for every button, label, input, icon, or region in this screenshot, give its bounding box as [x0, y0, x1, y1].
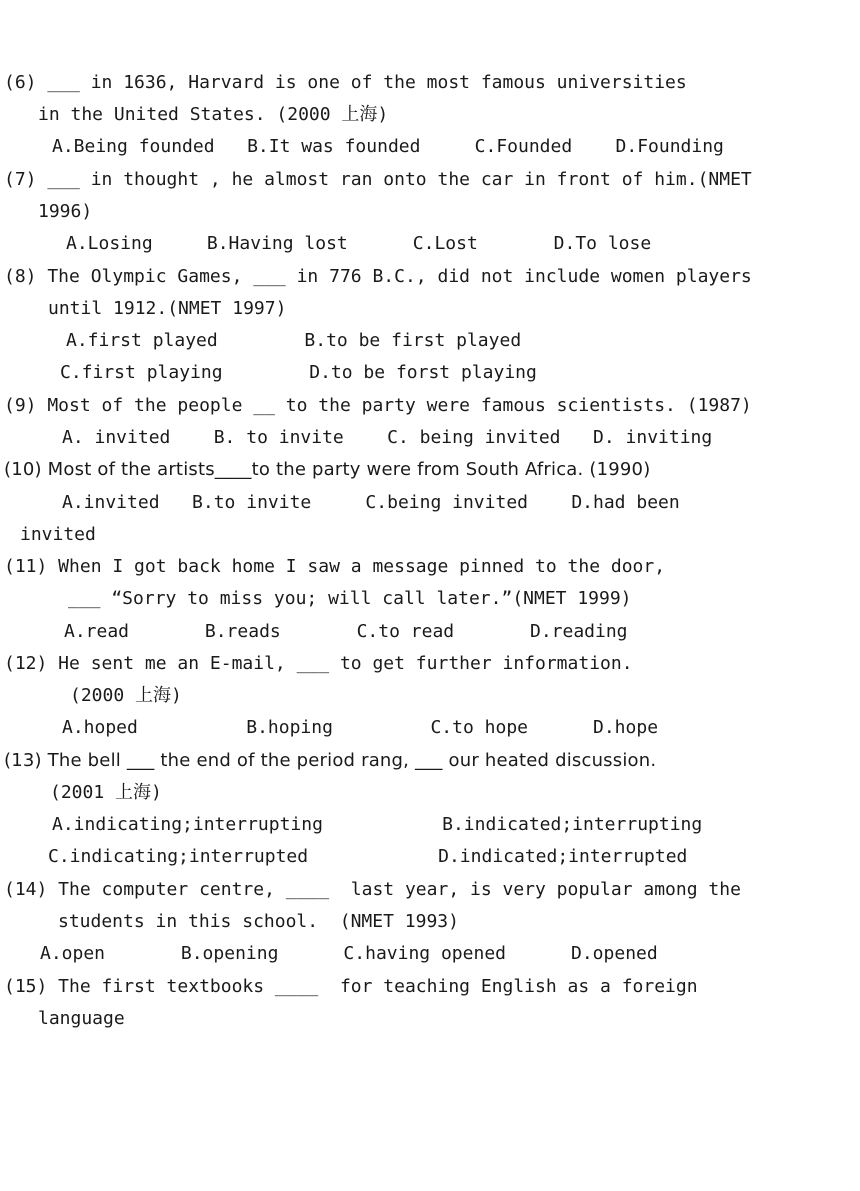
question-7-stem: (7) ___ in thought , he almost ran onto the car in front of him.(NMET: [4, 169, 752, 190]
question-11-stem: (11) When I got back home I saw a message pinned to the door,: [4, 556, 666, 577]
question-12-options: A.hoped B.hoping C.to hope D.hope: [62, 717, 659, 738]
question-13-options-row-2: C.indicating;interrupted D.indicated;interrupted: [48, 846, 688, 867]
question-14-stem-continued: students in this school. (NMET 1993): [58, 911, 459, 932]
question-13-options-row-1: A.indicating;interrupting B.indicated;interrupting: [52, 814, 703, 835]
question-13-stem: (13) The bell ___ the end of the period rang, ___ our heated discussion.: [4, 750, 657, 771]
question-8-options-row-1: A.first played B.to be first played: [66, 330, 522, 351]
question-12-stem-continued: (2000 上海): [70, 685, 182, 706]
question-12-stem: (12) He sent me an E-mail, ___ to get further information.: [4, 653, 633, 674]
question-9-options: A. invited B. to invite C. being invited D. inviting: [62, 427, 713, 448]
question-14-options: A.open B.opening C.having opened D.opened: [40, 943, 658, 964]
question-8-options-row-2: C.first playing D.to be forst playing: [60, 362, 537, 383]
question-6-stem: (6) ___ in 1636, Harvard is one of the most famous universities: [4, 72, 687, 93]
question-15-stem: (15) The first textbooks ____ for teaching English as a foreign: [4, 976, 698, 997]
question-6-options: A.Being founded B.It was founded C.Founded D.Founding: [52, 136, 724, 157]
question-10-options-continued: invited: [20, 524, 96, 545]
question-9-stem: (9) Most of the people __ to the party were famous scientists. (1987): [4, 395, 752, 416]
question-10-options: A.invited B.to invite C.being invited D.had been: [62, 492, 680, 513]
question-11-options: A.read B.reads C.to read D.reading: [64, 621, 628, 642]
question-15-stem-continued: language: [38, 1008, 125, 1029]
question-14-stem: (14) The computer centre, ____ last year, is very popular among the: [4, 879, 741, 900]
question-11-stem-continued: ___ “Sorry to miss you; will call later.”(NMET 1999): [68, 588, 632, 609]
question-7-stem-continued: 1996): [38, 201, 93, 222]
question-10-stem: (10) Most of the artists____to the party were from South Africa. (1990): [4, 459, 651, 480]
question-8-stem: (8) The Olympic Games, ___ in 776 B.C., did not include women players: [4, 266, 752, 287]
question-7-options: A.Losing B.Having lost C.Lost D.To lose: [66, 233, 652, 254]
question-13-stem-continued: (2001 上海): [50, 782, 162, 803]
question-6-stem-continued: in the United States. (2000 上海): [38, 104, 389, 125]
question-8-stem-continued: until 1912.(NMET 1997): [48, 298, 287, 319]
